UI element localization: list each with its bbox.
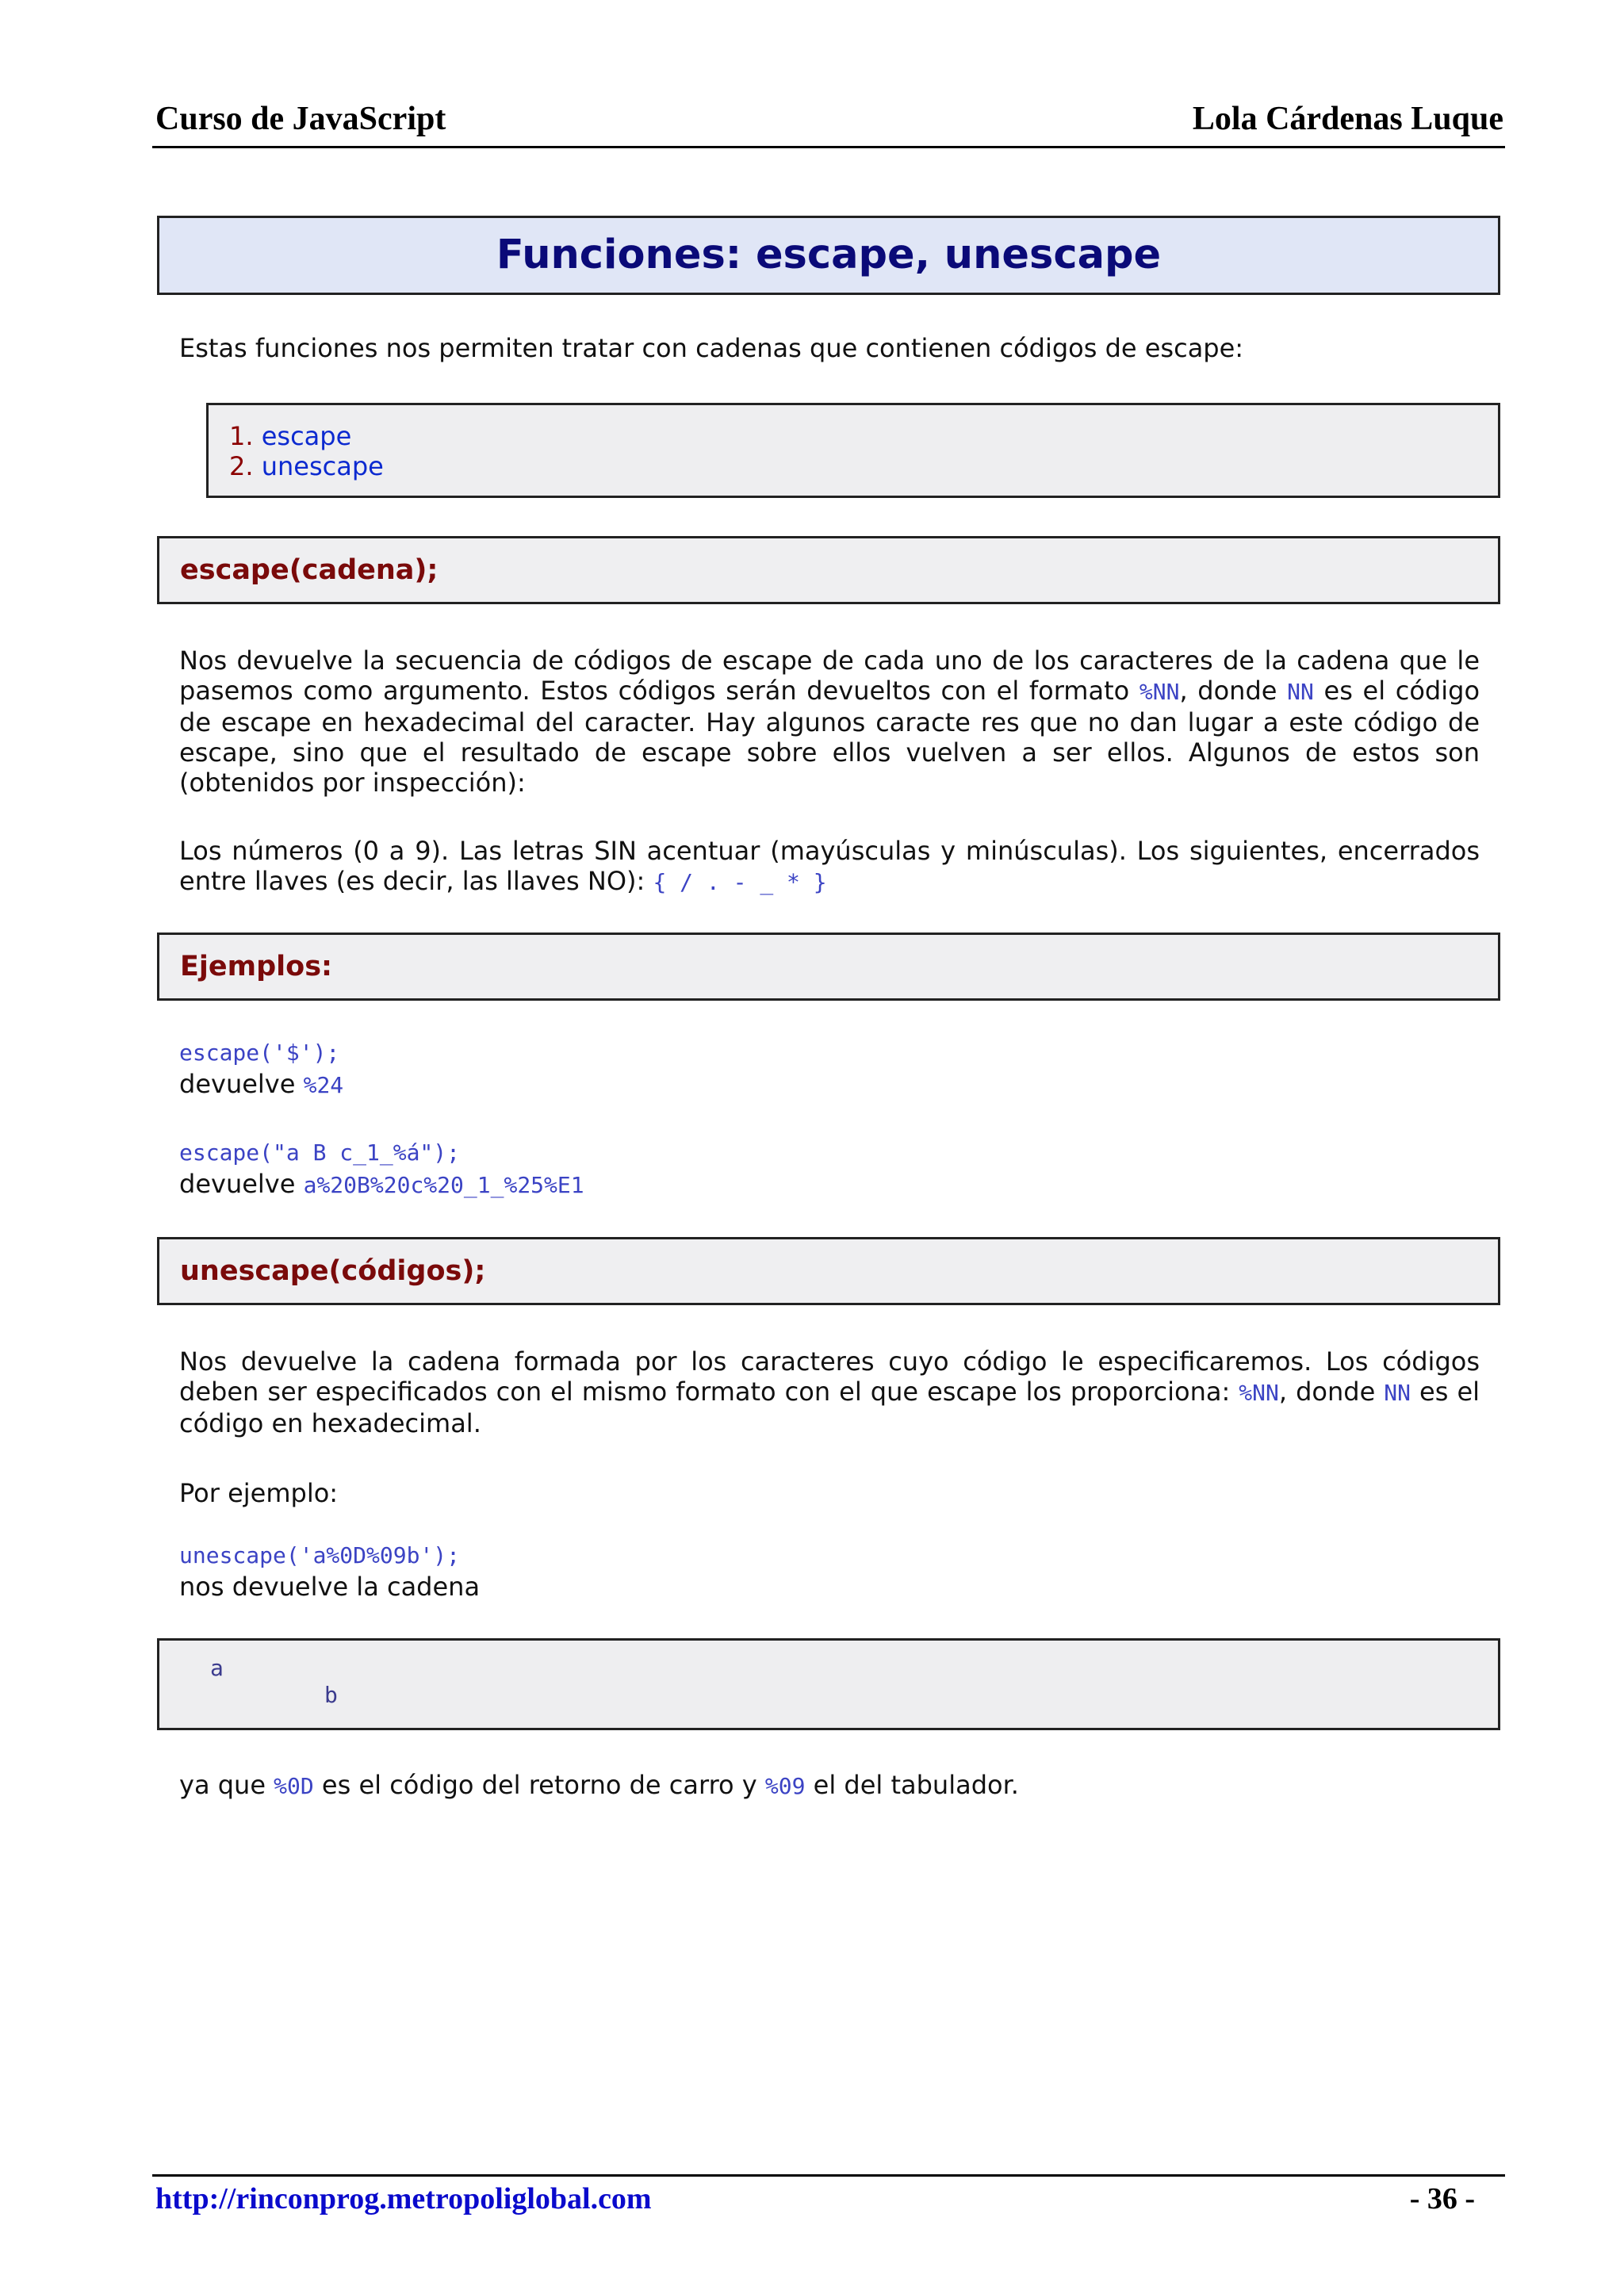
toc-item-unescape [229,451,1498,481]
escape-exceptions [179,836,1480,898]
code-inline: %09 [764,1773,806,1799]
section-title-box [157,216,1500,295]
text-run: devuelve [179,1069,296,1099]
escape-heading: escape(cadena); [180,554,439,586]
text-run: ya que [179,1770,274,1800]
text-run: es el código en hexadecimal. [179,1377,1480,1438]
code-inline: NN [1384,1380,1411,1406]
text-run: es el código del retorno de carro y [313,1770,765,1800]
unescape-heading-box [157,1237,1500,1305]
result-box [157,1638,1500,1730]
toc-link-unescape[interactable]: unescape [261,451,384,481]
page-title: Funciones: escape, unescape [496,232,1162,278]
toc-item-escape [229,421,1498,451]
toc-number: 1. [229,421,254,451]
author-name: Lola Cárdenas Luque [1192,101,1503,137]
final-explanation [179,1770,1480,1802]
toc-number: 2. [229,451,254,481]
example-2-result [179,1169,1480,1201]
text-run: es el código de escape en hexadecimal del caracter. Hay algunos caracte res que no dan lugar a este código de escape, sino que el resultado de escape sobre ellos vuelven a ser ellos. Algunos de estos son (obtenidos por inspección): [179,676,1480,798]
page-number: - 36 - [1409,2182,1475,2215]
code-inline: %NN [1139,679,1180,705]
example-intro: Por ejemplo: [179,1478,339,1508]
result-line-1: a [210,1655,224,1681]
text-run: , donde [1278,1377,1385,1407]
escape-heading-box [157,536,1500,604]
unescape-result-label: nos devuelve la cadena [179,1572,481,1602]
text-run: Los números (0 a 9). Las letras SIN acentuar (mayúsculas y minúsculas). Los siguientes, encerrados entre llaves (es decir, las llaves NO): [179,836,1480,896]
course-title: Curso de JavaScript [155,101,446,137]
text-run: el del tabulador. [805,1770,1019,1800]
result-line-2: b [324,1682,338,1708]
code-inline: NN [1287,679,1314,705]
code-inline: %0D [274,1773,314,1799]
example-1-result [179,1069,1480,1101]
text-run: devuelve [179,1169,296,1199]
text-run: Nos devuelve la cadena formada por los caracteres cuyo código le especificaremos. Los códigos deben ser especificados con el mismo formato con el que escape los proporciona: [179,1346,1480,1407]
text-run: , donde [1179,676,1288,706]
unescape-description [179,1346,1480,1438]
example-1-code: escape('$'); [179,1040,340,1066]
unescape-example-code: unescape('a%0D%09b'); [179,1542,461,1568]
intro-paragraph: Estas funciones nos permiten tratar con cadenas que contienen códigos de escape: [179,333,1244,363]
toc-link-escape[interactable]: escape [261,421,352,451]
unescape-heading: unescape(códigos); [180,1255,486,1287]
examples-heading-box [157,933,1500,1001]
examples-heading: Ejemplos: [180,951,333,982]
example-2-code: escape("a B c_1_%á"); [179,1139,461,1166]
text-run: Nos devuelve la secuencia de códigos de escape de cada uno de los caracteres de la cadena que le pasemos como argumento. Estos códigos serán devueltos con el formato [179,645,1480,706]
code-inline: %NN [1239,1380,1279,1406]
footer-url-link[interactable]: http://rinconprog.metropoliglobal.com [155,2182,652,2215]
toc-box [206,403,1500,498]
page-header [152,97,1505,148]
code-inline: a%20B%20c%20_1_%25%E1 [303,1172,584,1198]
page-footer [152,2174,1505,2224]
code-inline: %24 [303,1072,344,1098]
code-inline: { / . - _ * } [653,869,827,895]
escape-description [179,645,1480,798]
